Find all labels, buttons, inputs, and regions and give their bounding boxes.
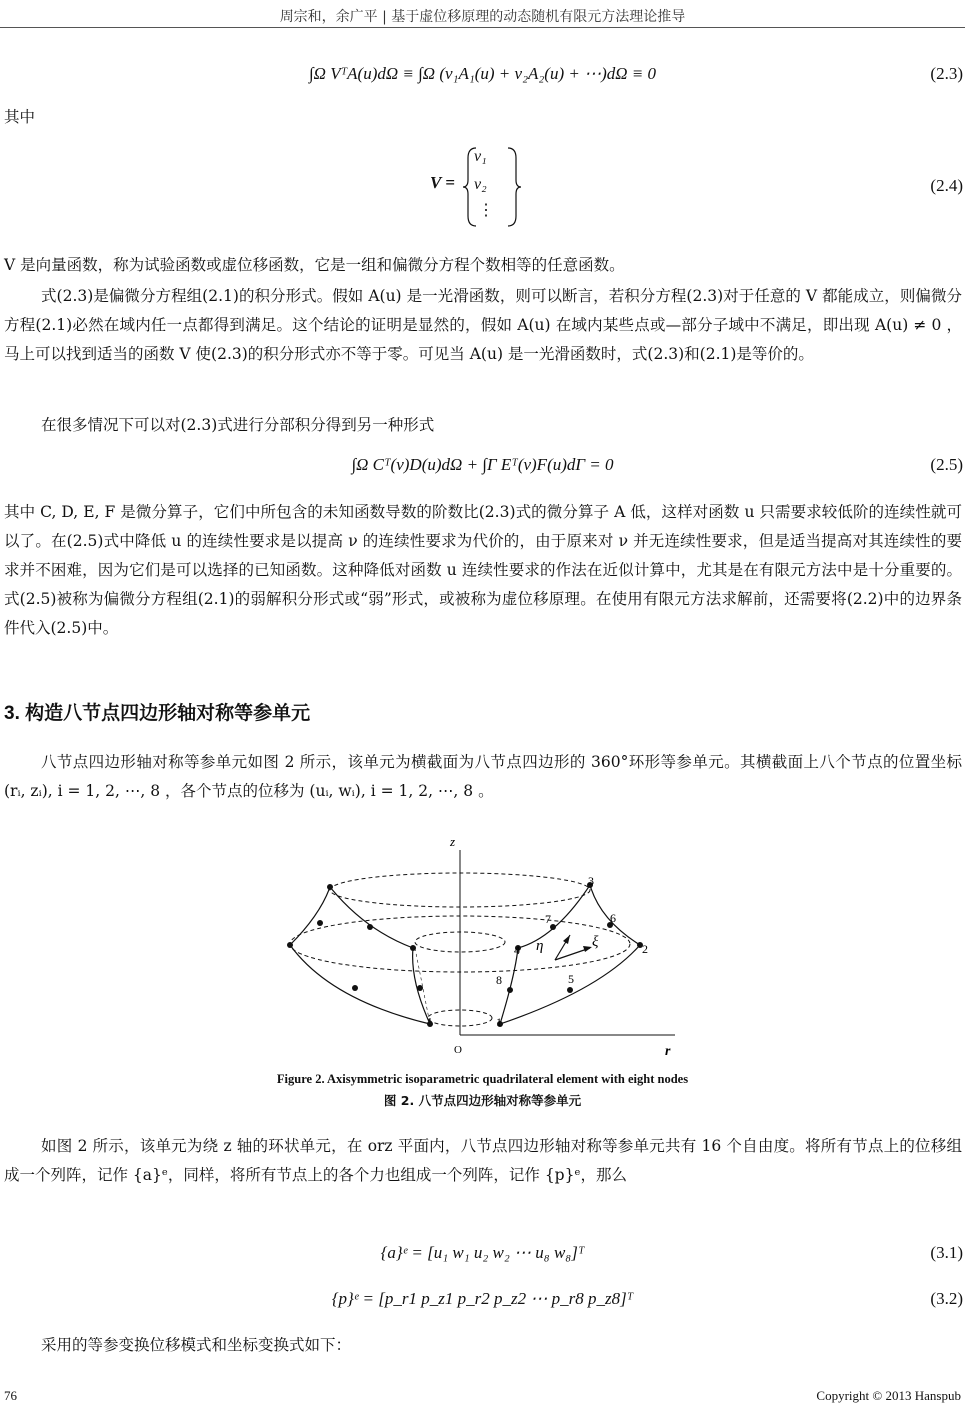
equation-2-4-number: (2.4) (930, 176, 963, 195)
node-2-label: 2 (642, 942, 648, 956)
equation-2-3-body: ∫Ω VᵀA(u)dΩ ≡ ∫Ω (ν₁A₁(u) + ν₂A₂(u) + ⋯)dΩ ≡ 0 (309, 64, 656, 83)
equation-2-4-entry-3: ⋮ (478, 202, 494, 219)
equation-2-5-number: (2.5) (930, 455, 963, 474)
node-4-label: 4 (514, 943, 520, 957)
node-5-label: 5 (568, 972, 574, 986)
equation-3-1 (0, 1237, 965, 1271)
running-header: 周宗和，余广平 | 基于虚位移原理的动态随机有限元方法理论推导 (279, 9, 686, 25)
figure-caption-english: Figure 2. Axisymmetric isoparametric quadrilateral element with eight nodes (276, 1072, 689, 1086)
equation-3-2 (0, 1283, 965, 1317)
equation-3-2-number: (3.2) (930, 1289, 963, 1308)
equation-2-5 (0, 449, 965, 483)
figure-caption-chinese: 图 2. 八节点四边形轴对称等参单元 (383, 1093, 582, 1108)
xi-label: ξ (592, 934, 599, 950)
section-heading-3: 3. 构造八节点四边形轴对称等参单元 (4, 703, 311, 724)
equation-2-5-body: ∫Ω Cᵀ(ν)D(u)dΩ + ∫Γ Eᵀ(ν)F(u)dΓ = 0 (351, 455, 614, 474)
paragraph-element-description: 八节点四边形轴对称等参单元如图 2 所示，该单元为横截面为八节点四边形的 360°环形等参单元。其横截面上八个节点的位置坐标 (rᵢ, zᵢ), i = 1, 2, ⋯, 8 ，各个节点的位移为 (uᵢ, wᵢ), i = 1, 2, ⋯, 8 。 (4, 753, 962, 800)
paragraph-isoparametric-transform: 采用的等参变换位移模式和坐标变换式如下： (41, 1336, 352, 1354)
page-number: 76 (4, 1388, 17, 1403)
paragraph-weak-form: 其中 C, D, E, F 是微分算子，它们中所包含的未知函数导数的阶数比(2.3)式的微分算子 A 低，这样对函数 u 只需要求较低阶的连续性就可以了。在(2.5)式中降低 u 的连续性要求是以提高 ν 的连续性要求为代价的，由于原来对 ν 并无连续性要求，但是适当提高对其连续性的要求并不困难，因为它们是可以选择的已知函数。这种降低对函数 u 连续性要求的作法在近似计算中，尤其是在有限元方法中是十分重要的。式(2.5)被称为偏微分方程组(2.1)的弱解积分形式或“弱”形式，或被称为虚位移原理。在使用有限元方法求解前，还需要将(2.2)中的边界条件代入(2.5)中。 (4, 503, 962, 637)
equation-2-3-number: (2.3) (930, 64, 963, 83)
equation-2-4-entry-1: ν₁ (474, 148, 487, 165)
origin-label: O (454, 1044, 462, 1056)
paragraph-v-definition: V 是向量函数，称为试验函数或虚位移函数，它是一组和偏微分方程个数相等的任意函数。 (4, 256, 625, 274)
paragraph-integration-by-parts: 在很多情况下可以对(2.3)式进行分部积分得到另一种形式 (41, 416, 435, 434)
equation-3-2-body: {p}ᵉ = [p_r1 p_z1 p_r2 p_z2 ⋯ p_r8 p_z8]ᵀ (331, 1289, 634, 1308)
equation-3-1-number: (3.1) (930, 1243, 963, 1262)
equation-2-4-lhs: V = (430, 173, 455, 192)
left-section-outline (290, 887, 430, 1024)
node-6-label: 6 (610, 911, 616, 925)
axis-z-label: z (450, 834, 456, 849)
paragraph-integral-form: 式(2.3)是偏微分方程组(2.1)的积分形式。假如 A(u) 是一光滑函数，则可以断言，若积分方程(2.3)对于任意的 V 都能成立，则偏微分方程(2.1)必然在域内任一点都得到满足。这个结论的证明是显然的，假如 A(u) 在域内某些点或—部分子域中不满足，即出现 A(u) ≠ 0 ，马上可以找到适当的函数 V 使(2.3)的积分形式亦不等于零。可见当 A(u) 是一光滑函数时，式(2.3)和(2.1)是等价的。 (4, 287, 962, 363)
qizhong-text: 其中 (4, 108, 36, 126)
node-3-label: 3 (588, 874, 594, 888)
paragraph-degrees-of-freedom: 如图 2 所示，该单元为绕 z 轴的环状单元，在 orz 平面内，八节点四边形轴对称等参单元共有 16 个自由度。将所有节点上的位移组成一个列阵，记作 {a}ᵉ，同样，将所有节点上的各个力也组成一个列阵，记作 {p}ᵉ，那么 (4, 1137, 962, 1184)
axis-r-label: r (665, 1044, 671, 1059)
equation-3-1-body: {a}ᵉ = [u₁ w₁ u₂ w₂ ⋯ u₈ w₈]ᵀ (380, 1243, 585, 1262)
node-1-label: 1 (496, 1015, 502, 1029)
node-7-label: 7 (545, 912, 551, 926)
figure-2-diagram (270, 830, 700, 1065)
node-8 (507, 987, 513, 993)
equation-2-4-entry-2: ν₂ (474, 176, 487, 193)
eta-label: η (536, 938, 544, 954)
node-8-label: 8 (496, 973, 502, 987)
header-rule (0, 27, 965, 28)
equation-2-4 (0, 140, 965, 232)
equation-2-3 (0, 58, 965, 92)
copyright: Copyright © 2013 Hanspub (816, 1388, 961, 1403)
node-5 (567, 987, 573, 993)
